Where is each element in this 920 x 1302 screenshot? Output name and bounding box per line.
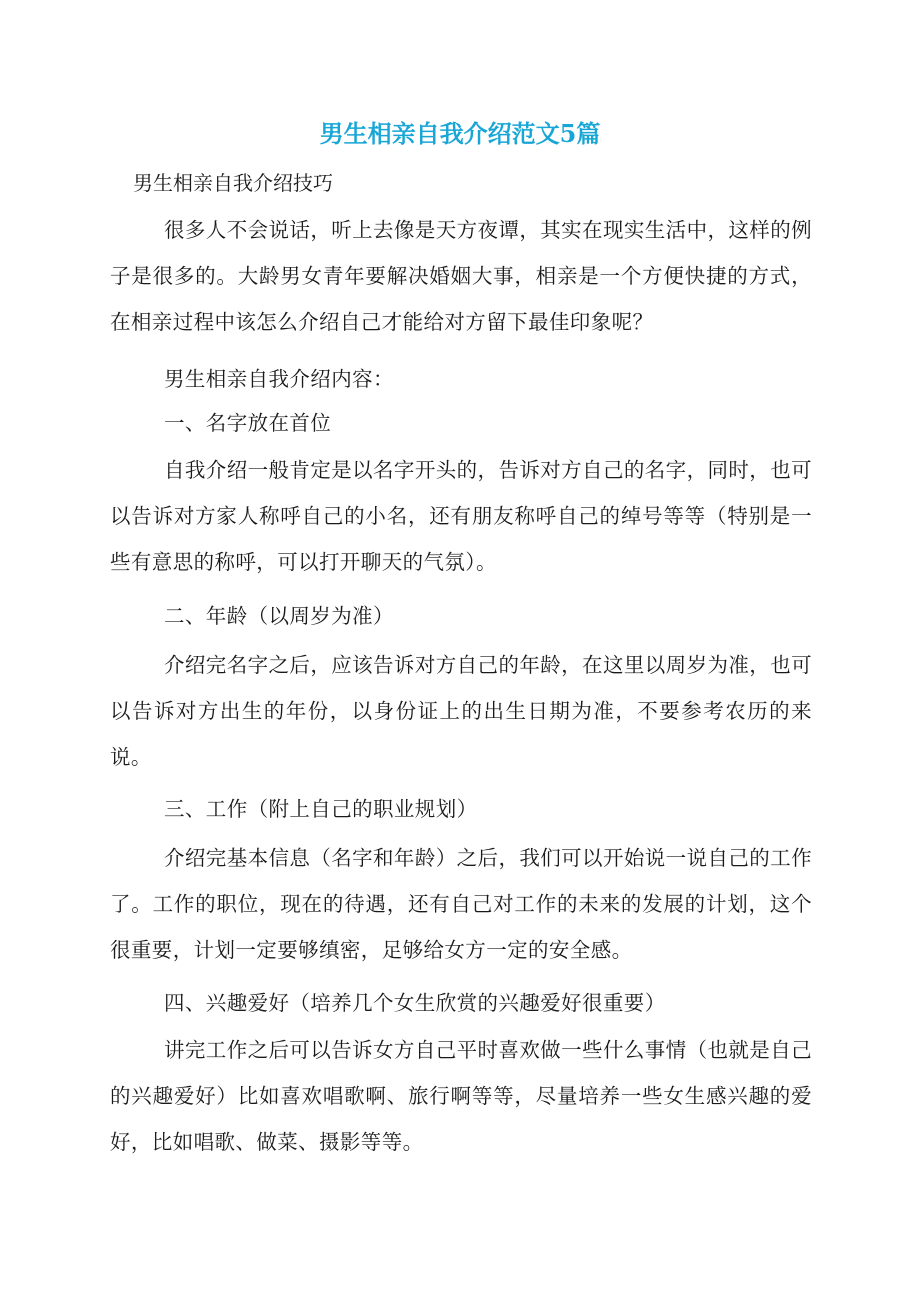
paragraph-name: 自我介绍一般肯定是以名字开头的，告诉对方自己的名字，同时，也可以告诉对方家人称呼自己的小名，还有朋友称呼自己的绰号等等（特别是一些有意思的称呼，可以打开聊天的气氛）。 (110, 458, 812, 574)
paragraph-hobbies: 讲完工作之后可以告诉女方自己平时喜欢做一些什么事情（也就是自己的兴趣爱好）比如喜欢唱歌啊、旅行啊等等，尽量培养一些女生感兴趣的爱好，比如唱歌、做菜、摄影等等。 (110, 1038, 812, 1154)
intro-paragraph: 很多人不会说话，听上去像是天方夜谭，其实在现实生活中，这样的例子是很多的。大龄男女青年要解决婚姻大事，相亲是一个方便快捷的方式，在相亲过程中该怎么介绍自己才能给对方留下最佳印象呢？ (110, 218, 812, 334)
heading-work: 三、工作（附上自己的职业规划） (164, 797, 478, 821)
document-title: 男生相亲自我介绍范文5篇 (319, 119, 601, 148)
heading-hobbies: 四、兴趣爱好（培养几个女生欣赏的兴趣爱好很重要） (164, 991, 666, 1015)
paragraph-age: 介绍完名字之后，应该告诉对方自己的年龄，在这里以周岁为准，也可以告诉对方出生的年份，以身份证上的出生日期为准，不要参考农历的来说。 (110, 653, 812, 769)
heading-age: 二、年龄（以周岁为准） (164, 604, 394, 628)
content-heading: 男生相亲自我介绍内容： (164, 367, 394, 391)
heading-name: 一、名字放在首位 (164, 411, 332, 435)
paragraph-work: 介绍完基本信息（名字和年龄）之后，我们可以开始说一说自己的工作了。工作的职位，现在的待遇，还有自己对工作的未来的发展的计划，这个很重要，计划一定要够缜密，足够给女方一定的安全感。 (110, 846, 812, 962)
section-subtitle: 男生相亲自我介绍技巧 (133, 171, 333, 195)
